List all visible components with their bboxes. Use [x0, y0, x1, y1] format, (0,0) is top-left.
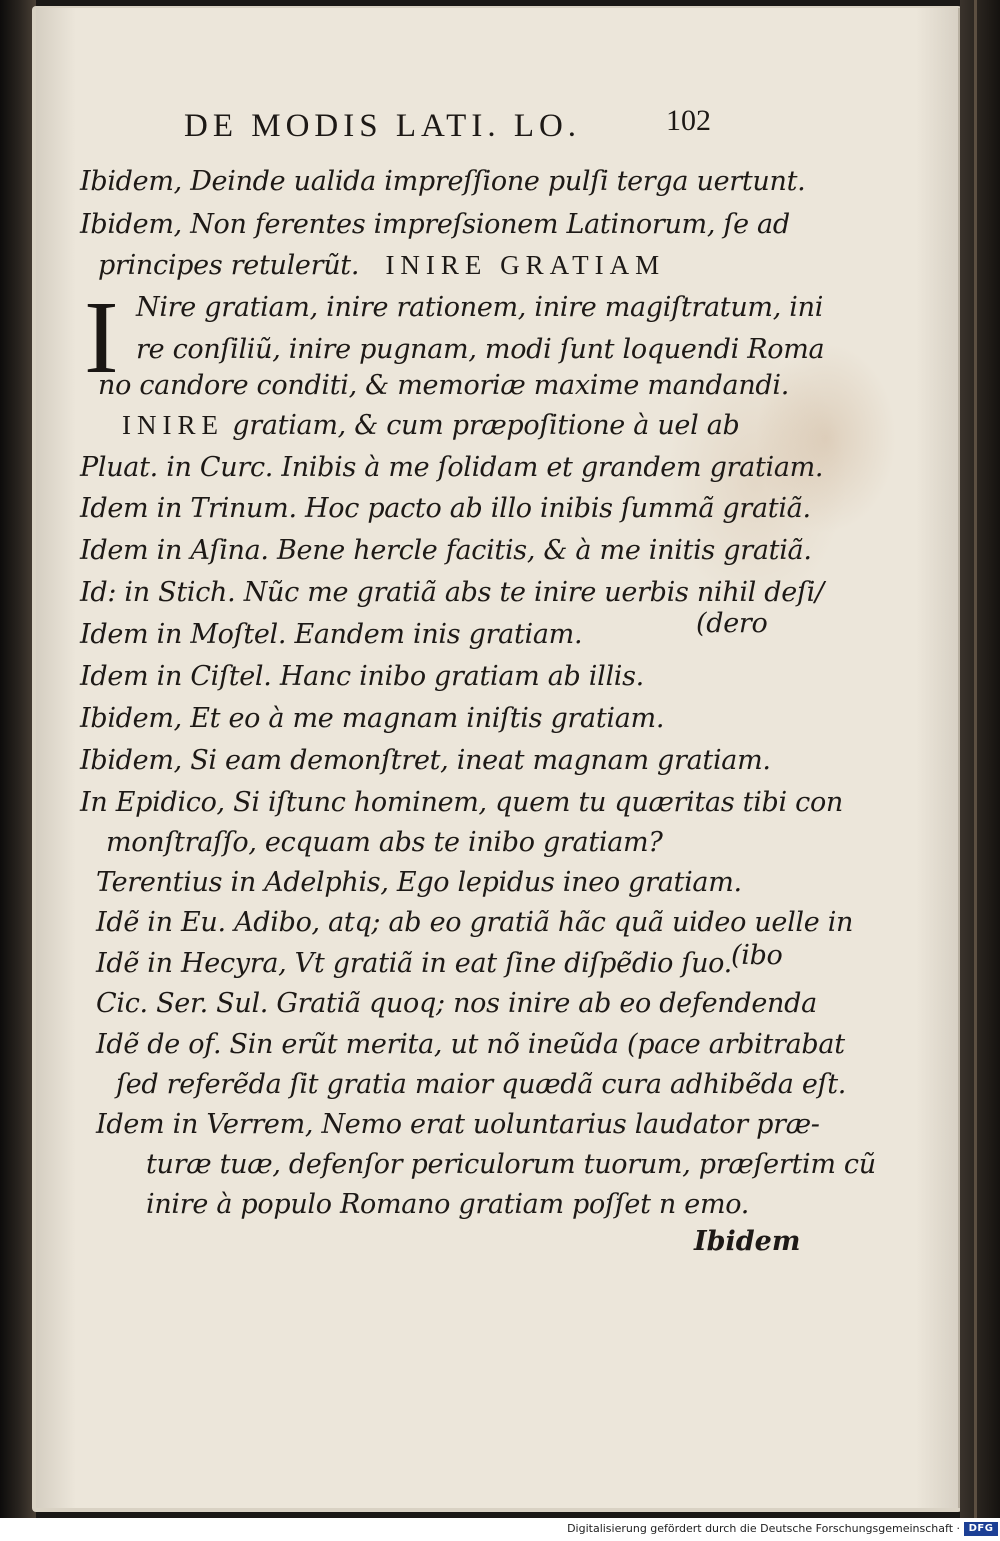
- text-line-11: Id: in Stich. Nũc me gratiã abs te inire uerbis nihil deſi/: [80, 577, 824, 608]
- section-heading: INIRE GRATIAM: [385, 250, 666, 280]
- text-line-13: Idem in Ciſtel. Hanc inibo gratiam ab illis.: [80, 661, 644, 692]
- page-text: [36, 8, 958, 1508]
- scan-background-edge: [960, 0, 1000, 1518]
- folio-number: 102: [666, 104, 711, 137]
- drop-cap-initial: I: [84, 280, 119, 395]
- text-line-14: Ibidem, Et eo à me magnam iniſtis gratiam.: [80, 703, 665, 734]
- text-line-21: Cic. Ser. Sul. Gratiã quoq; nos inire ab eo defendenda: [96, 988, 817, 1019]
- book-page: [36, 8, 960, 1508]
- text-line-12: [80, 619, 582, 650]
- text-line-17: monſtraſſo, ecquam abs te inibo gratiam?: [106, 827, 663, 858]
- text-line-20: Idẽ in Hecyra, Vt gratiã in eat ſine diſpẽdio ſuo.: [96, 948, 732, 979]
- text-line-5: re conſiliũ, inire pugnam, modi ſunt loquendi Roma: [136, 334, 825, 365]
- digitization-footer: [0, 1518, 1000, 1541]
- text-line-12-aside: (dero: [696, 608, 768, 639]
- text-line-25: turæ tuæ, defenſor periculorum tuorum, præſertim cũ: [146, 1149, 876, 1180]
- text-line-22: Idẽ de of. Sin erũt merita, ut nõ ineũda (pace arbitrabat: [96, 1029, 845, 1060]
- lead-word: INIRE: [122, 410, 224, 440]
- text-line-1: Ibidem, Deinde ualida impreſſione pulſi terga uertunt.: [80, 166, 806, 197]
- text-line-7: [122, 410, 740, 441]
- dfg-logo: DFG: [964, 1522, 998, 1536]
- text-line-6: no candore conditi, & memoriæ maxime mandandi.: [98, 370, 790, 401]
- funding-credit: Digitalisierung gefördert durch die Deutsche Forschungsgemeinschaft ·: [567, 1522, 960, 1535]
- text-line-20-aside: (ibo: [731, 940, 783, 971]
- text-line-26: inire à populo Romano gratiam poſſet n emo.: [146, 1189, 750, 1220]
- text-line-9: Idem in Trinum. Hoc pacto ab illo inibis ſummã gratiã.: [80, 493, 811, 524]
- text-line-4: Nire gratiam, inire rationem, inire magiſtratum, ini: [136, 292, 824, 323]
- text-line-3: [98, 250, 665, 281]
- catchword: Ibidem: [694, 1226, 801, 1257]
- book-spine: [0, 0, 36, 1518]
- text-line-24: Idem in Verrem, Nemo erat uoluntarius laudator præ-: [96, 1109, 820, 1140]
- text-line-8: Pluat. in Curc. Inibis à me ſolidam et grandem gratiam.: [80, 452, 824, 483]
- text-line-10: Idem in Aſina. Bene hercle facitis, & à me initis gratiã.: [80, 535, 812, 566]
- text-line-15: Ibidem, Si eam demonſtret, ineat magnam gratiam.: [80, 745, 771, 776]
- text-line-16: In Epidico, Si iſtunc hominem, quem tu quæritas tibi con: [80, 787, 844, 818]
- text-line-2: Ibidem, Non ferentes impreſsionem Latinorum, ſe ad: [80, 209, 790, 240]
- text-line-3-body: principes retulerũt.: [98, 250, 360, 281]
- text-line-12-body: Idem in Moſtel. Eandem inis gratiam.: [80, 619, 583, 650]
- text-line-18: Terentius in Adelphis, Ego lepidus ineo gratiam.: [96, 867, 742, 898]
- text-line-19: Idẽ in Eu. Adibo, atq; ab eo gratiã hãc quã uideo uelle in: [96, 907, 854, 938]
- text-line-7-body: gratiam, & cum præpoſitione à uel ab: [232, 410, 740, 441]
- running-head: DE MODIS LATI. LO.: [184, 108, 582, 144]
- text-line-23: ſed referẽda ſit gratia maior quædã cura adhibẽda eſt.: [116, 1069, 847, 1100]
